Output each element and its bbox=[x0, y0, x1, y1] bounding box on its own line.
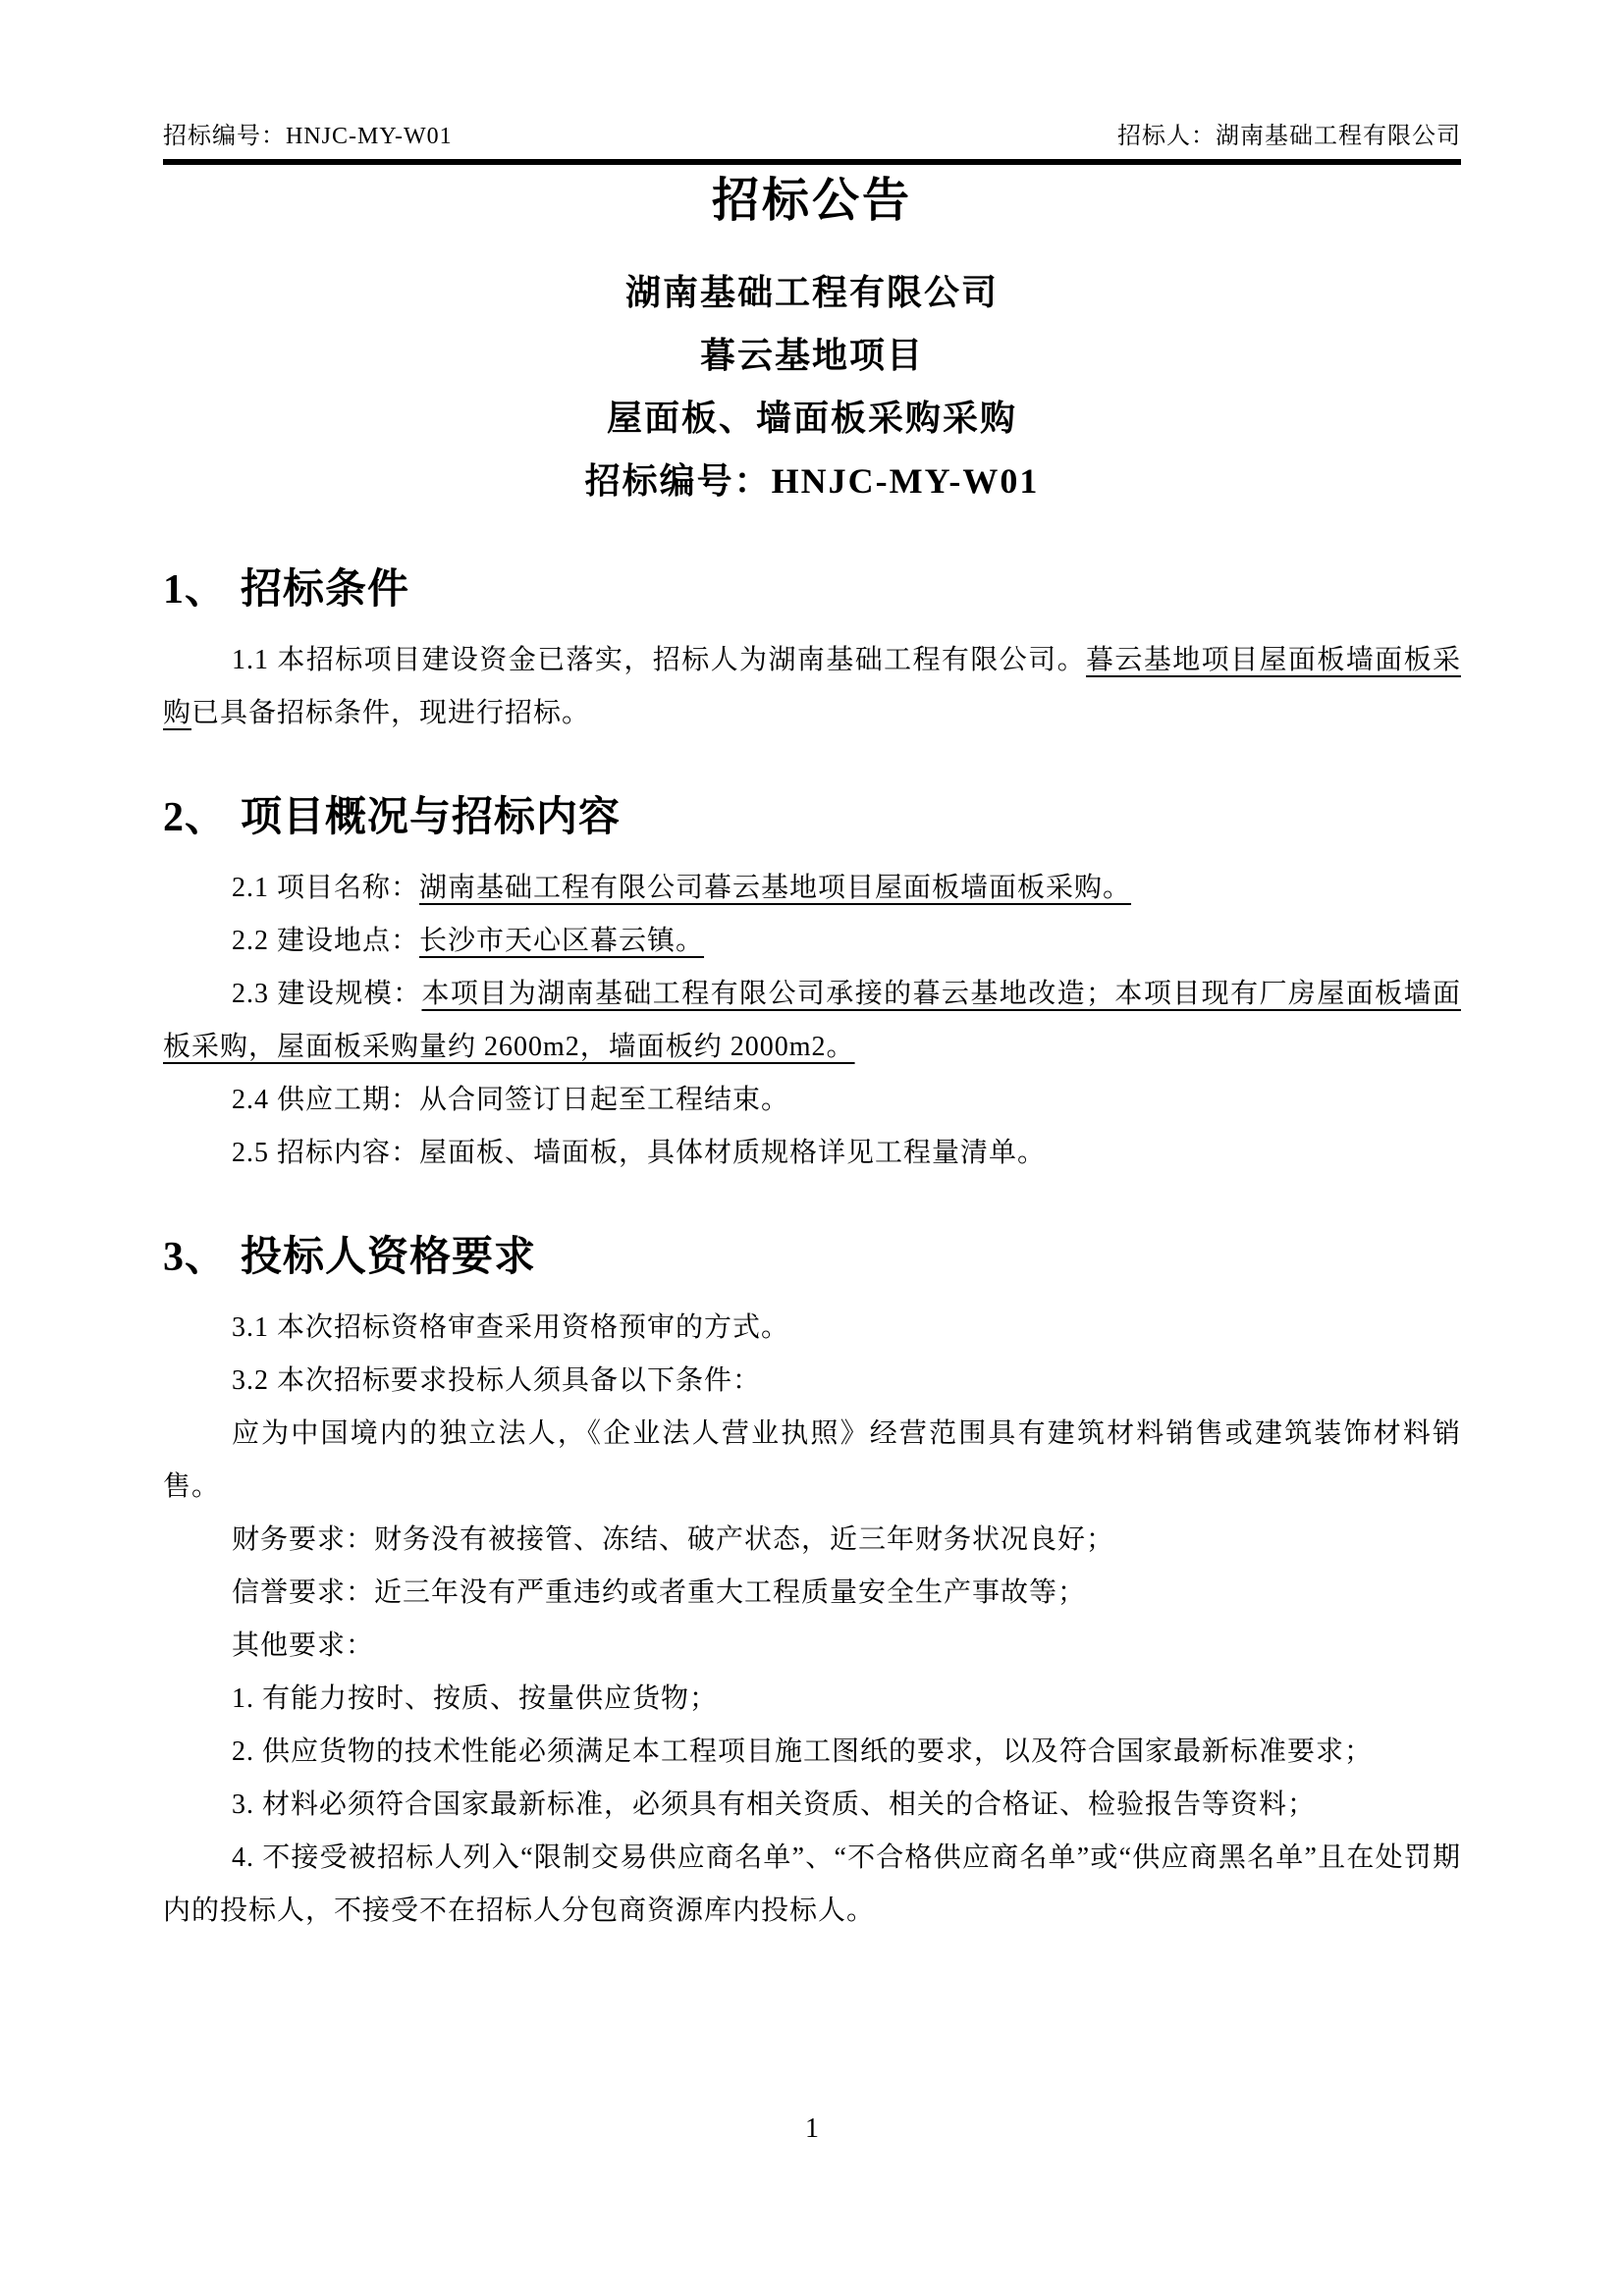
doc-subtitle-1: 湖南基础工程有限公司 bbox=[624, 273, 999, 312]
section-3-paragraph-9 bbox=[163, 1779, 1461, 1832]
text-run: 应为中国境内的独立法人，《企业法人营业执照》经营范围具有建筑材料销售或建筑装饰材料销售。 bbox=[163, 1418, 1461, 1502]
header-tender-number: 招标编号：HNJC-MY-W01 bbox=[163, 124, 453, 149]
section-heading-text: 项目概况与招标内容 bbox=[241, 795, 622, 840]
section-3-paragraph-7 bbox=[163, 1673, 1461, 1726]
section-2-paragraph-3 bbox=[163, 968, 1461, 1074]
text-run: 2.1 项目名称： bbox=[232, 873, 420, 903]
page-header bbox=[163, 120, 1461, 153]
subtitle-block bbox=[163, 261, 1461, 512]
text-run: 2. 供应货物的技术性能必须满足本工程项目施工图纸的要求，以及符合国家最新标准要求； bbox=[232, 1736, 1374, 1767]
section-3-paragraph-1 bbox=[163, 1302, 1461, 1355]
underlined-text-run: 本项目为湖南基础工程有限公司承接的暮云基地改造；本项目现有厂房屋面板墙面板采购，屋面板采购量约 2600m2，墙面板约 2000m2。 bbox=[163, 979, 1461, 1062]
text-run: 2.2 建设地点： bbox=[232, 926, 420, 956]
section-1-heading bbox=[163, 563, 1461, 616]
section-1 bbox=[163, 563, 1461, 740]
text-run: 3. 材料必须符合国家最新标准，必须具有相关资质、相关的合格证、检验报告等资料； bbox=[232, 1789, 1317, 1820]
page-number: 1 bbox=[805, 2113, 819, 2144]
underlined-text-run: 湖南基础工程有限公司暮云基地项目屋面板墙面板采购。 bbox=[419, 873, 1132, 903]
section-3-paragraph-5 bbox=[163, 1567, 1461, 1620]
doc-subtitle-4: 招标编号：HNJC-MY-W01 bbox=[584, 461, 1040, 501]
text-run: 2.3 建设规模： bbox=[232, 979, 422, 1009]
section-2-paragraph-1 bbox=[163, 862, 1461, 915]
section-3-paragraph-2 bbox=[163, 1355, 1461, 1408]
section-2-heading bbox=[163, 791, 1461, 844]
section-3 bbox=[163, 1231, 1461, 1938]
header-tenderer: 招标人：湖南基础工程有限公司 bbox=[1117, 124, 1461, 149]
section-3-paragraph-6 bbox=[163, 1620, 1461, 1673]
text-run: 4. 不接受被招标人列入“限制交易供应商名单”、“不合格供应商名单”或“供应商黑名单”且在处罚期内的投标人，不接受不在招标人分包商资源库内投标人。 bbox=[163, 1842, 1461, 1926]
doc-subtitle-3: 屋面板、墙面板采购采购 bbox=[606, 399, 1017, 438]
section-3-paragraph-4 bbox=[163, 1514, 1461, 1567]
document-body bbox=[163, 563, 1461, 1938]
section-3-paragraph-10 bbox=[163, 1832, 1461, 1938]
text-run: 1.1 本招标项目建设资金已落实，招标人为湖南基础工程有限公司。 bbox=[232, 645, 1087, 675]
section-1-paragraph-1 bbox=[163, 634, 1461, 740]
section-2 bbox=[163, 791, 1461, 1180]
text-run: 2.5 招标内容：屋面板、墙面板，具体材质规格详见工程量清单。 bbox=[232, 1138, 1047, 1168]
underlined-text-run: 长沙市天心区暮云镇。 bbox=[419, 926, 705, 956]
text-run: 财务要求：财务没有被接管、冻结、破产状态，近三年财务状况良好； bbox=[232, 1524, 1115, 1555]
doc-subtitle-2: 暮云基地项目 bbox=[699, 336, 924, 375]
doc-title: 招标公告 bbox=[711, 175, 912, 227]
text-run: 3.1 本次招标资格审查采用资格预审的方式。 bbox=[232, 1312, 790, 1343]
text-run: 信誉要求：近三年没有严重违约或者重大工程质量安全生产事故等； bbox=[232, 1577, 1087, 1608]
section-heading-number: 3、 bbox=[163, 1235, 228, 1280]
section-heading-number: 1、 bbox=[163, 567, 228, 613]
text-run: 已具备招标条件，现进行招标。 bbox=[191, 698, 591, 728]
section-heading-number: 2、 bbox=[163, 795, 228, 840]
text-run: 其他要求： bbox=[232, 1630, 375, 1661]
section-2-paragraph-2 bbox=[163, 915, 1461, 968]
section-3-paragraph-8 bbox=[163, 1726, 1461, 1779]
text-run: 2.4 供应工期：从合同签订日起至工程结束。 bbox=[232, 1085, 790, 1115]
header-rule bbox=[163, 159, 1461, 165]
section-3-heading bbox=[163, 1231, 1461, 1284]
text-run: 1. 有能力按时、按质、按量供应货物； bbox=[232, 1683, 719, 1714]
section-3-paragraph-3 bbox=[163, 1408, 1461, 1514]
text-run: 3.2 本次招标要求投标人须具备以下条件： bbox=[232, 1365, 762, 1396]
section-2-paragraph-4 bbox=[163, 1074, 1461, 1127]
section-heading-text: 招标条件 bbox=[241, 567, 410, 613]
section-2-paragraph-5 bbox=[163, 1127, 1461, 1180]
underlined-text-run: 暮云基地项目屋面板墙面板采购 bbox=[163, 645, 1461, 728]
section-heading-text: 投标人资格要求 bbox=[241, 1235, 537, 1280]
